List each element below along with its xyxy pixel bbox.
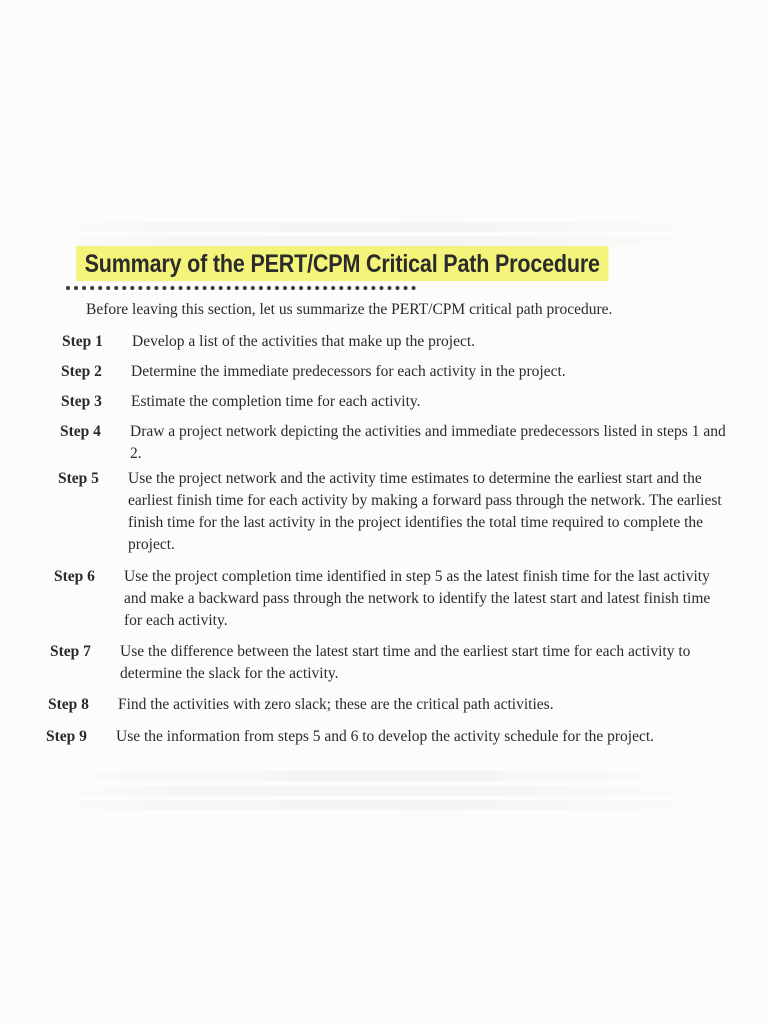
section-heading-wrap: [76, 246, 695, 281]
bleed-through-line: [40, 222, 730, 232]
step-text: Use the difference between the latest start time and the earliest start time for each activity to determine the slack for the activity.: [120, 643, 691, 682]
step-text: Use the project completion time identified in step 5 as the latest finish time for the last activity and make a backward pass through the network to identify the latest start and latest finish time for each activity.: [124, 568, 711, 629]
step-text: Use the information from steps 5 and 6 to develop the activity schedule for the project.: [116, 728, 655, 745]
dotted-divider: [66, 286, 416, 290]
step-label: Step 5: [58, 470, 99, 487]
step-label: Step 3: [61, 393, 102, 410]
step-item: [50, 641, 716, 685]
step-text: Determine the immediate predecessors for each activity in the project.: [131, 363, 566, 380]
step-label: Step 7: [50, 643, 91, 660]
bleed-through-line: [40, 771, 730, 781]
step-item: [58, 468, 724, 556]
step-item: [54, 566, 720, 632]
step-label: Step 6: [54, 568, 95, 585]
bleed-through-line: [40, 786, 730, 796]
step-label: Step 8: [48, 696, 89, 713]
section-heading: Summary of the PERT/CPM Critical Path Procedure: [76, 246, 608, 281]
step-text: Find the activities with zero slack; these are the critical path activities.: [118, 696, 554, 713]
step-item: [62, 331, 728, 353]
step-item: [61, 361, 727, 383]
step-item: [46, 726, 712, 748]
step-item: [60, 421, 726, 465]
step-label: Step 9: [46, 728, 87, 745]
step-text: Develop a list of the activities that make up the project.: [132, 333, 476, 350]
step-text: Draw a project network depicting the activities and immediate predecessors listed in steps 1 and 2.: [130, 423, 726, 462]
bleed-through-line: [40, 236, 730, 246]
step-label: Step 2: [61, 363, 102, 380]
bleed-through-line: [40, 800, 730, 810]
step-label: Step 4: [60, 423, 101, 440]
step-label: Step 1: [62, 333, 103, 350]
step-text: Use the project network and the activity time estimates to determine the earliest start and the earliest finish time for each activity by making a forward pass through the network. The earliest finish time for the last activity in the project identifies the total time required to complete the project.: [128, 470, 722, 553]
step-text: Estimate the completion time for each activity.: [131, 393, 421, 410]
step-item: [61, 391, 727, 413]
step-item: [48, 694, 714, 716]
intro-paragraph: Before leaving this section, let us summarize the PERT/CPM critical path procedure.: [86, 301, 613, 318]
